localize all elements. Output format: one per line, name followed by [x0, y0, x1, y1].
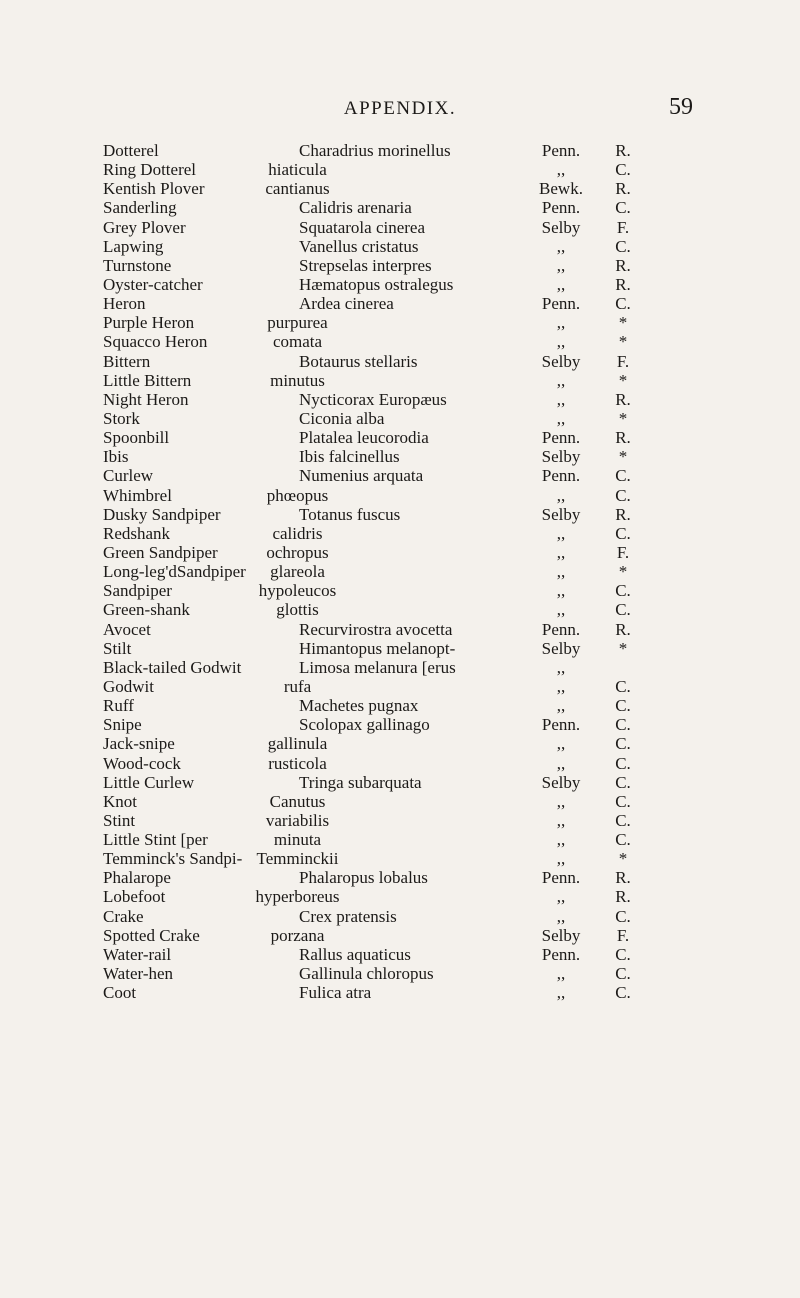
- table-row: [103, 849, 703, 868]
- authority: Penn.: [541, 294, 581, 314]
- species-table: [103, 141, 703, 1002]
- latin-name: Charadrius morinellus: [299, 141, 451, 160]
- authority: ,,: [556, 274, 566, 294]
- common-name: Redshank: [103, 523, 171, 543]
- authority: ,,: [556, 676, 566, 696]
- common-name: Little Stint [per: [103, 830, 208, 850]
- common-name: Lapwing: [103, 236, 164, 256]
- table-row: [103, 332, 703, 351]
- common-name: Long-leg'dSandpiper: [103, 562, 246, 582]
- authority: Penn.: [541, 428, 581, 448]
- latin-name: rusticola: [268, 753, 327, 773]
- common-name: Turnstone: [103, 255, 172, 275]
- common-name: Dotterel: [103, 141, 159, 160]
- authority: ,,: [556, 734, 566, 754]
- status: C.: [615, 983, 631, 1003]
- table-row: [103, 352, 703, 371]
- common-name: Curlew: [103, 466, 154, 486]
- common-name: Kentish Plover: [103, 179, 205, 199]
- table-row: [103, 677, 703, 696]
- common-name: Crake: [103, 906, 144, 926]
- table-row: [103, 141, 703, 160]
- status: R.: [615, 141, 631, 160]
- common-name: Avocet: [103, 619, 151, 639]
- status: *: [618, 332, 628, 352]
- status: R.: [615, 428, 631, 448]
- status: C.: [615, 466, 631, 486]
- table-row: [103, 734, 703, 753]
- table-row: [103, 275, 703, 294]
- table-row: [103, 237, 703, 256]
- table-row: [103, 945, 703, 964]
- latin-name: Botaurus stellaris: [299, 351, 418, 371]
- common-name: Oyster-catcher: [103, 274, 203, 294]
- latin-name: hyperboreus: [255, 887, 340, 907]
- table-row: [103, 600, 703, 619]
- table-row: [103, 581, 703, 600]
- authority: Penn.: [541, 198, 581, 218]
- latin-name: rufa: [283, 676, 312, 696]
- common-name: Little Bittern: [103, 370, 192, 390]
- common-name: Purple Heron: [103, 313, 195, 333]
- common-name: Lobefoot: [103, 887, 166, 907]
- status: R.: [615, 274, 631, 294]
- latin-name: Platalea leucorodia: [299, 428, 429, 448]
- status: C.: [615, 810, 631, 830]
- common-name: Ruff: [103, 696, 134, 716]
- authority: ,,: [556, 313, 566, 333]
- status: C.: [615, 485, 631, 505]
- latin-name: Himantopus melanopt-: [299, 638, 456, 658]
- table-row: [103, 428, 703, 447]
- table-row: [103, 218, 703, 237]
- authority: ,,: [556, 581, 566, 601]
- authority: ,,: [556, 791, 566, 811]
- table-row: [103, 447, 703, 466]
- table-row: [103, 620, 703, 639]
- table-row: [103, 179, 703, 198]
- common-name: Stint: [103, 810, 136, 830]
- status: C.: [615, 198, 631, 218]
- common-name: Spotted Crake: [103, 925, 200, 945]
- status: C.: [615, 906, 631, 926]
- table-row: [103, 466, 703, 485]
- authority: Selby: [541, 217, 581, 237]
- authority: Selby: [541, 447, 581, 467]
- status: *: [618, 408, 628, 428]
- authority: ,,: [556, 389, 566, 409]
- table-row: [103, 983, 703, 1002]
- latin-name: Crex pratensis: [299, 906, 397, 926]
- common-name: Green-shank: [103, 600, 190, 620]
- status: R.: [615, 389, 631, 409]
- authority: Bewk.: [539, 179, 583, 199]
- latin-name: glareola: [270, 562, 325, 582]
- table-row: [103, 830, 703, 849]
- table-row: [103, 486, 703, 505]
- latin-name: Numenius arquata: [299, 466, 424, 486]
- authority: ,,: [556, 849, 566, 869]
- status: F.: [616, 925, 630, 945]
- page-header: [0, 94, 800, 126]
- latin-name: Ardea cinerea: [299, 294, 394, 314]
- common-name: Little Curlew: [103, 772, 195, 792]
- authority: ,,: [556, 255, 566, 275]
- common-name: Dusky Sandpiper: [103, 504, 221, 524]
- latin-name: minuta: [273, 830, 322, 850]
- status: C.: [615, 734, 631, 754]
- table-row: [103, 524, 703, 543]
- authority: ,,: [556, 332, 566, 352]
- authority: ,,: [556, 964, 566, 984]
- status: R.: [615, 619, 631, 639]
- common-name: Godwit: [103, 676, 154, 696]
- common-name: Temminck's Sandpi-: [103, 849, 243, 869]
- status: F.: [616, 351, 630, 371]
- latin-name: Temminckii: [256, 849, 339, 869]
- table-row: [103, 792, 703, 811]
- latin-name: ochropus: [266, 542, 329, 562]
- authority: Selby: [541, 925, 581, 945]
- status: C.: [615, 944, 631, 964]
- status: C.: [615, 294, 631, 314]
- table-row: [103, 715, 703, 734]
- table-row: [103, 390, 703, 409]
- authority: ,,: [556, 523, 566, 543]
- latin-name: Machetes pugnax: [299, 696, 419, 716]
- table-row: [103, 696, 703, 715]
- status: R.: [615, 887, 631, 907]
- common-name: Night Heron: [103, 389, 189, 409]
- latin-name: comata: [272, 332, 323, 352]
- table-row: [103, 926, 703, 945]
- table-row: [103, 160, 703, 179]
- status: R.: [615, 504, 631, 524]
- common-name: Water-rail: [103, 944, 172, 964]
- status: C.: [615, 581, 631, 601]
- common-name: Black-tailed Godwit: [103, 657, 242, 677]
- table-row: [103, 658, 703, 677]
- common-name: Ring Dotterel: [103, 160, 197, 180]
- authority: Penn.: [541, 619, 581, 639]
- status: *: [618, 447, 628, 467]
- status: C.: [615, 600, 631, 620]
- status: *: [618, 849, 628, 869]
- status: C.: [615, 523, 631, 543]
- table-row: [103, 313, 703, 332]
- authority: ,,: [556, 830, 566, 850]
- authority: ,,: [556, 542, 566, 562]
- latin-name: Rallus aquaticus: [299, 944, 411, 964]
- status: *: [618, 638, 628, 658]
- authority: Penn.: [541, 141, 581, 160]
- common-name: Grey Plover: [103, 217, 186, 237]
- authority: Selby: [541, 351, 581, 371]
- status: C.: [615, 772, 631, 792]
- authority: ,,: [556, 753, 566, 773]
- status: C.: [615, 791, 631, 811]
- table-row: [103, 964, 703, 983]
- table-row: [103, 294, 703, 313]
- latin-name: Fulica atra: [299, 983, 372, 1003]
- latin-name: minutus: [270, 370, 325, 390]
- authority: ,,: [556, 810, 566, 830]
- table-row: [103, 256, 703, 275]
- common-name: Spoonbill: [103, 428, 170, 448]
- common-name: Green Sandpiper: [103, 542, 218, 562]
- common-name: Sandpiper: [103, 581, 172, 601]
- status: R.: [615, 179, 631, 199]
- table-row: [103, 371, 703, 390]
- authority: ,,: [556, 696, 566, 716]
- authority: ,,: [556, 408, 566, 428]
- authority: Selby: [541, 638, 581, 658]
- authority: ,,: [556, 370, 566, 390]
- latin-name: Gallinula chloropus: [299, 964, 434, 984]
- table-row: [103, 505, 703, 524]
- authority: ,,: [556, 906, 566, 926]
- table-row: [103, 754, 703, 773]
- latin-name: hypoleucos: [258, 581, 337, 601]
- status: F.: [616, 217, 630, 237]
- common-name: Stork: [103, 408, 140, 428]
- latin-name: calidris: [272, 523, 323, 543]
- table-row: [103, 562, 703, 581]
- table-row: [103, 773, 703, 792]
- authority: ,,: [556, 236, 566, 256]
- latin-name: Recurvirostra avocetta: [299, 619, 453, 639]
- common-name: Whimbrel: [103, 485, 172, 505]
- latin-name: porzana: [270, 925, 325, 945]
- common-name: Water-hen: [103, 964, 174, 984]
- common-name: Squacco Heron: [103, 332, 208, 352]
- authority: Penn.: [541, 466, 581, 486]
- common-name: Bittern: [103, 351, 151, 371]
- status: R.: [615, 868, 631, 888]
- authority: ,,: [556, 485, 566, 505]
- authority: ,,: [556, 983, 566, 1003]
- authority: ,,: [556, 562, 566, 582]
- latin-name: Ciconia alba: [299, 408, 385, 428]
- status: C.: [615, 676, 631, 696]
- table-row: [103, 639, 703, 658]
- common-name: Phalarope: [103, 868, 171, 888]
- latin-name: purpurea: [267, 313, 328, 333]
- latin-name: Calidris arenaria: [299, 198, 412, 218]
- latin-name: gallinula: [267, 734, 328, 754]
- authority: Penn.: [541, 868, 581, 888]
- status: C.: [615, 830, 631, 850]
- latin-name: Strepselas interpres: [299, 255, 432, 275]
- table-row: [103, 543, 703, 562]
- authority: Selby: [541, 772, 581, 792]
- latin-name: Scolopax gallinago: [299, 715, 430, 735]
- status: C.: [615, 236, 631, 256]
- latin-name: variabilis: [265, 810, 330, 830]
- common-name: Sanderling: [103, 198, 177, 218]
- latin-name: Totanus fuscus: [299, 504, 401, 524]
- status: *: [618, 562, 628, 582]
- common-name: Stilt: [103, 638, 132, 658]
- authority: ,,: [556, 887, 566, 907]
- latin-name: cantianus: [265, 179, 330, 199]
- common-name: Wood-cock: [103, 753, 181, 773]
- authority: ,,: [556, 657, 566, 677]
- status: C.: [615, 696, 631, 716]
- common-name: Jack-snipe: [103, 734, 175, 754]
- table-row: [103, 811, 703, 830]
- status: *: [618, 370, 628, 390]
- latin-name: Squatarola cinerea: [299, 217, 426, 237]
- authority: ,,: [556, 160, 566, 180]
- latin-name: Hæmatopus ostralegus: [299, 274, 454, 294]
- latin-name: Phalaropus lobalus: [299, 868, 428, 888]
- status: C.: [615, 753, 631, 773]
- latin-name: Ibis falcinellus: [299, 447, 400, 467]
- authority: ,,: [556, 600, 566, 620]
- table-row: [103, 198, 703, 217]
- table-row: [103, 907, 703, 926]
- status: C.: [615, 964, 631, 984]
- table-row: [103, 868, 703, 887]
- page-number: 59: [669, 94, 693, 120]
- common-name: Knot: [103, 791, 137, 811]
- authority: Selby: [541, 504, 581, 524]
- status: C.: [615, 715, 631, 735]
- table-row: [103, 409, 703, 428]
- common-name: Ibis: [103, 447, 129, 467]
- status: F.: [616, 542, 630, 562]
- table-row: [103, 887, 703, 906]
- authority: Penn.: [541, 944, 581, 964]
- latin-name: phœopus: [266, 485, 329, 505]
- status: *: [618, 313, 628, 333]
- latin-name: hiaticula: [268, 160, 327, 180]
- status: R.: [615, 255, 631, 275]
- latin-name: glottis: [276, 600, 319, 620]
- status: C.: [615, 160, 631, 180]
- latin-name: Nycticorax Europæus: [299, 389, 447, 409]
- authority: Penn.: [541, 715, 581, 735]
- latin-name: Limosa melanura [erus: [299, 657, 456, 677]
- latin-name: Canutus: [269, 791, 326, 811]
- running-title: APPENDIX.: [343, 98, 457, 119]
- common-name: Snipe: [103, 715, 142, 735]
- latin-name: Tringa subarquata: [299, 772, 422, 792]
- latin-name: Vanellus cristatus: [299, 236, 419, 256]
- common-name: Coot: [103, 983, 137, 1003]
- common-name: Heron: [103, 294, 146, 314]
